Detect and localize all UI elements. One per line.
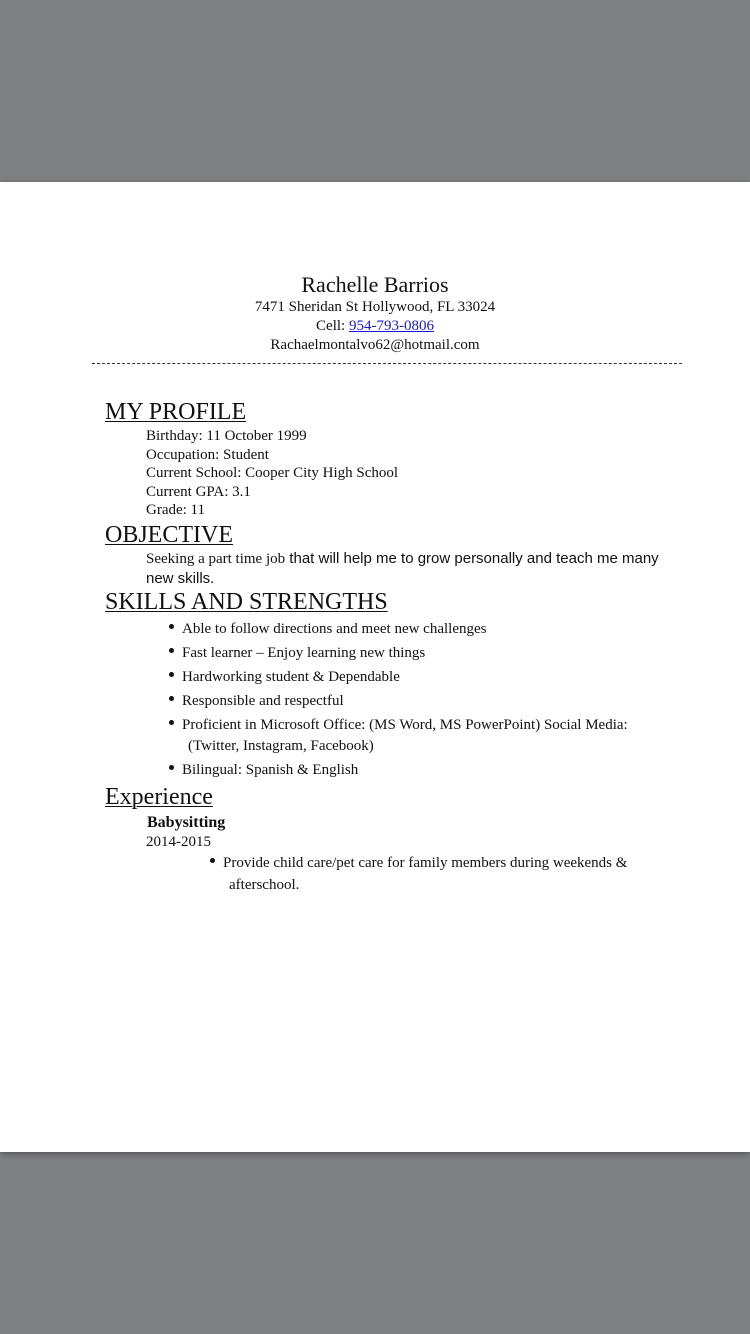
job-duties-list bbox=[208, 852, 678, 896]
cell-line bbox=[0, 317, 750, 336]
profile-line-grade: Grade: 11 bbox=[146, 502, 206, 518]
resume-page bbox=[0, 182, 750, 1152]
profile-line-birthday: Birthday: 11 October 1999 bbox=[146, 428, 307, 444]
skill-text: Able to follow directions and meet new challenges bbox=[182, 621, 487, 637]
section-title-experience: Experience bbox=[105, 784, 213, 810]
skill-text: Responsible and respectful bbox=[182, 693, 344, 709]
objective-text bbox=[146, 549, 676, 589]
job-title: Babysitting bbox=[147, 814, 226, 831]
objective-text-end: . bbox=[210, 571, 214, 587]
objective-text-serif: Seeking a part time job bbox=[146, 551, 286, 567]
applicant-name: Rachelle Barrios bbox=[301, 272, 449, 297]
profile-line-gpa: Current GPA: 3.1 bbox=[146, 483, 251, 500]
profile-line-occupation: Occupation: Student bbox=[146, 446, 269, 463]
section-title-profile: MY PROFILE bbox=[105, 399, 247, 425]
list-item bbox=[167, 667, 677, 688]
duty-text-continuation: afterschool. bbox=[229, 877, 300, 893]
resume-header bbox=[0, 272, 750, 355]
email: Rachaelmontalvo62@hotmail.com bbox=[270, 337, 480, 353]
duty-text: Provide child care/pet care for family members during weekends & bbox=[223, 855, 628, 871]
skill-text: Fast learner – Enjoy learning new things bbox=[182, 645, 426, 661]
section-title-objective: OBJECTIVE bbox=[105, 522, 233, 548]
profile-details bbox=[146, 427, 398, 520]
skill-text: Bilingual: Spanish & English bbox=[182, 762, 359, 778]
skill-text: Proficient in Microsoft Office: (MS Word, MS PowerPoint) Social Media: bbox=[182, 717, 628, 733]
section-title-skills: SKILLS AND STRENGTHS bbox=[105, 589, 388, 615]
objective-text-sans: that will help me to grow personally and teach me many new skills bbox=[146, 550, 659, 587]
list-item bbox=[167, 691, 677, 712]
profile-line-school: Current School: Cooper City High School bbox=[146, 465, 399, 481]
phone-link[interactable]: 954-793-0806 bbox=[348, 318, 434, 334]
address: 7471 Sheridan St Hollywood, FL 33024 bbox=[254, 299, 496, 315]
skills-list bbox=[167, 619, 677, 784]
job-dates: 2014-2015 bbox=[146, 834, 211, 850]
list-item bbox=[167, 619, 677, 640]
list-item bbox=[167, 760, 677, 781]
list-item bbox=[167, 643, 677, 664]
skill-text-continuation: (Twitter, Instagram, Facebook) bbox=[188, 738, 374, 754]
list-item bbox=[167, 715, 677, 757]
cell-label: Cell: bbox=[316, 318, 349, 334]
list-item bbox=[208, 852, 678, 896]
skill-text: Hardworking student & Dependable bbox=[182, 669, 400, 685]
header-divider bbox=[92, 363, 682, 364]
